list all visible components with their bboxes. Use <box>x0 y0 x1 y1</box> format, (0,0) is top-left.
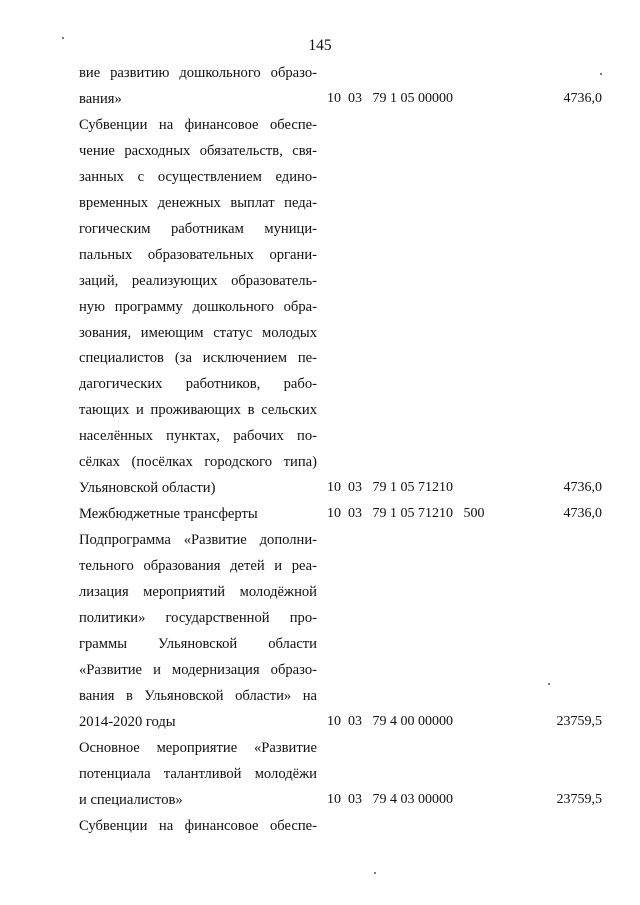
description-line: граммы Ульяновской области <box>79 635 317 652</box>
description-line: вания» <box>79 90 122 107</box>
description-line: тельного образования детей и реа- <box>79 558 317 575</box>
description-line: сёлках (посёлках городского типа) <box>79 454 317 471</box>
amount-value: 23759,5 <box>556 791 602 807</box>
description-line: лизация мероприятий молодёжной <box>79 584 317 600</box>
description-line: Субвенции на финансовое обеспе- <box>79 817 317 834</box>
amount-value: 4736,0 <box>563 506 602 522</box>
scan-speck <box>548 683 550 685</box>
description-line: вания в Ульяновской области» на <box>79 687 317 704</box>
classification-codes: 10 03 79 1 05 71210 <box>327 480 453 496</box>
description-line: зования, имеющим статус молодых <box>79 324 317 341</box>
description-line: дагогических работников, рабо- <box>79 376 317 393</box>
amount-value: 23759,5 <box>556 713 602 729</box>
description-line: 2014-2020 годы <box>79 713 176 730</box>
scan-speck <box>374 872 376 874</box>
description-line: занных с осуществлением едино- <box>79 168 317 185</box>
scan-speck <box>62 37 64 39</box>
classification-codes: 10 03 79 4 03 00000 <box>327 791 453 807</box>
amount-value: 4736,0 <box>563 480 602 496</box>
description-line: Подпрограмма «Развитие дополни- <box>79 532 317 549</box>
page-number: 145 <box>308 37 332 54</box>
description-line: Ульяновской области) <box>79 480 216 497</box>
description-line: Субвенции на финансовое обеспе- <box>79 116 317 133</box>
description-line: «Развитие и модернизация образо- <box>79 661 317 678</box>
scan-speck <box>600 73 602 75</box>
description-line: потенциала талантливой молодёжи <box>79 765 317 782</box>
description-line: Межбюджетные трансферты <box>79 506 258 523</box>
description-line: специалистов (за исключением пе- <box>79 350 317 367</box>
classification-codes: 10 03 79 4 00 00000 <box>327 713 453 729</box>
description-line: пальных образовательных органи- <box>79 246 317 263</box>
description-line: ную программу дошкольного обра- <box>79 298 317 315</box>
description-line: тающих и проживающих в сельских <box>79 402 317 419</box>
description-line: населённых пунктах, рабочих по- <box>79 428 317 445</box>
description-line: заций, реализующих образователь- <box>79 272 317 289</box>
description-line: и специалистов» <box>79 791 183 808</box>
description-line: чение расходных обязательств, свя- <box>79 142 317 159</box>
description-line: временных денежных выплат педа- <box>79 194 317 211</box>
description-line: Основное мероприятие «Развитие <box>79 739 317 756</box>
description-line: гогическим работникам муници- <box>79 220 317 237</box>
classification-codes: 10 03 79 1 05 00000 <box>327 90 453 106</box>
classification-codes: 10 03 79 1 05 71210 500 <box>327 506 485 522</box>
description-line: политики» государственной про- <box>79 609 317 626</box>
amount-value: 4736,0 <box>563 90 602 106</box>
description-line: вие развитию дошкольного образо- <box>79 65 317 81</box>
